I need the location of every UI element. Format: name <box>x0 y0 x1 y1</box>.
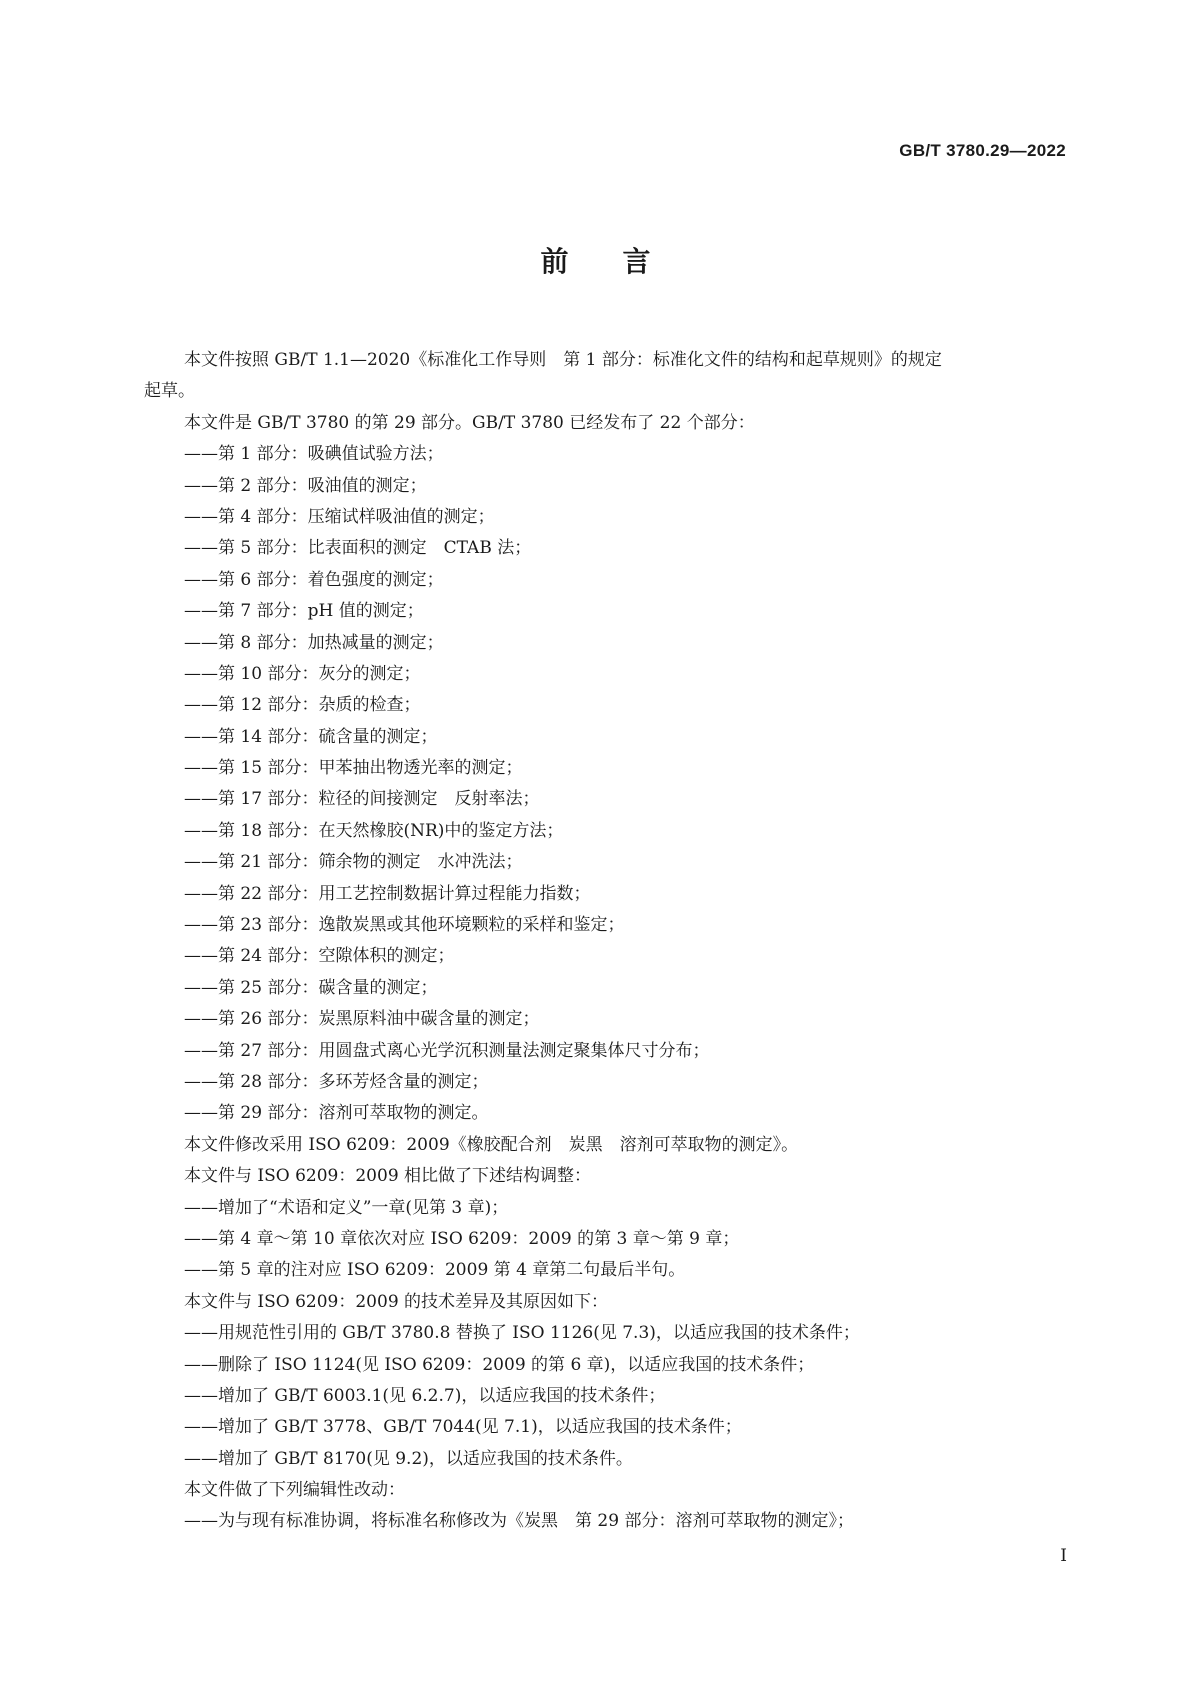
text-line: 本文件修改采用 ISO 6209：2009《橡胶配合剂 炭黑 溶剂可萃取物的测定》。 <box>184 1134 799 1155</box>
text-line: ——第 5 章的注对应 ISO 6209：2009 第 4 章第二句最后半句。 <box>184 1260 686 1281</box>
text-line: ——第 7 部分：pH 值的测定； <box>184 601 424 622</box>
text-line: 本文件做了下列编辑性改动： <box>184 1480 405 1501</box>
text-line: ——第 17 部分：粒径的间接测定 反射率法； <box>184 789 540 810</box>
text-line: ——增加了 GB/T 6003.1(见 6.2.7)，以适应我国的技术条件； <box>184 1385 666 1406</box>
text-line: ——第 29 部分：溶剂可萃取物的测定。 <box>184 1103 489 1124</box>
text-line: 起草。 <box>144 381 195 402</box>
text-line: ——第 8 部分：加热减量的测定； <box>184 632 444 653</box>
text-line: ——第 2 部分：吸油值的测定； <box>184 475 427 496</box>
text-line: 本文件是 GB/T 3780 的第 29 部分。GB/T 3780 已经发布了 22 个部分： <box>184 412 755 433</box>
text-line: ——第 15 部分：甲苯抽出物透光率的测定； <box>184 758 523 779</box>
text-line: ——第 5 部分：比表面积的测定 CTAB 法； <box>184 538 532 559</box>
text-line: ——第 4 章～第 10 章依次对应 ISO 6209：2009 的第 3 章～第 9 章； <box>184 1228 740 1249</box>
text-line: ——第 22 部分：用工艺控制数据计算过程能力指数； <box>184 883 591 904</box>
text-line: 本文件与 ISO 6209：2009 的技术差异及其原因如下： <box>184 1291 609 1312</box>
text-line: ——第 27 部分：用圆盘式离心光学沉积测量法测定聚集体尺寸分布； <box>184 1040 710 1061</box>
text-line: 本文件与 ISO 6209：2009 相比做了下述结构调整： <box>184 1166 592 1187</box>
text-line: ——第 24 部分：空隙体积的测定； <box>184 946 455 967</box>
text-line: ——增加了 GB/T 8170(见 9.2)，以适应我国的技术条件。 <box>184 1448 633 1469</box>
text-line: ——删除了 ISO 1124(见 ISO 6209：2009 的第 6 章)，以适应我国的技术条件； <box>184 1354 815 1375</box>
text-line: 本文件按照 GB/T 1.1—2020《标准化工作导则 第 1 部分：标准化文件的结构和起草规则》的规定 <box>184 350 942 370</box>
standard-code: GB/T 3780.29—2022 <box>899 141 1066 160</box>
text-line: ——增加了 GB/T 3778、GB/T 7044(见 7.1)，以适应我国的技术条件； <box>184 1417 742 1438</box>
foreword-body <box>144 345 1064 1538</box>
text-line: ——第 23 部分：逸散炭黑或其他环境颗粒的采样和鉴定； <box>184 915 625 936</box>
text-line: ——用规范性引用的 GB/T 3780.8 替换了 ISO 1126(见 7.3)，以适应我国的技术条件； <box>184 1323 860 1344</box>
text-line: ——第 18 部分：在天然橡胶(NR)中的鉴定方法； <box>184 820 564 841</box>
text-line: ——第 12 部分：杂质的检查； <box>184 695 421 716</box>
text-line: ——第 1 部分：吸碘值试验方法； <box>184 444 444 465</box>
text-line: ——第 14 部分：硫含量的测定； <box>184 726 438 747</box>
text-line: ——第 25 部分：碳含量的测定； <box>184 977 438 998</box>
text-line: ——第 21 部分：筛余物的测定 水冲洗法； <box>184 852 523 873</box>
text-line: ——为与现有标准协调，将标准名称修改为《炭黑 第 29 部分：溶剂可萃取物的测定》； <box>184 1511 854 1532</box>
text-line: ——第 26 部分：炭黑原料油中碳含量的测定； <box>184 1009 540 1030</box>
text-line: ——第 6 部分：着色强度的测定； <box>184 569 444 590</box>
page-number: I <box>1060 1546 1067 1566</box>
text-line: ——第 10 部分：灰分的测定； <box>184 663 421 684</box>
page-title: 前言 <box>540 245 705 278</box>
text-line: ——第 4 部分：压缩试样吸油值的测定； <box>184 506 495 527</box>
text-line: ——第 28 部分：多环芳烃含量的测定； <box>184 1071 489 1092</box>
text-line: ——增加了“术语和定义”一章(见第 3 章)； <box>184 1197 509 1218</box>
